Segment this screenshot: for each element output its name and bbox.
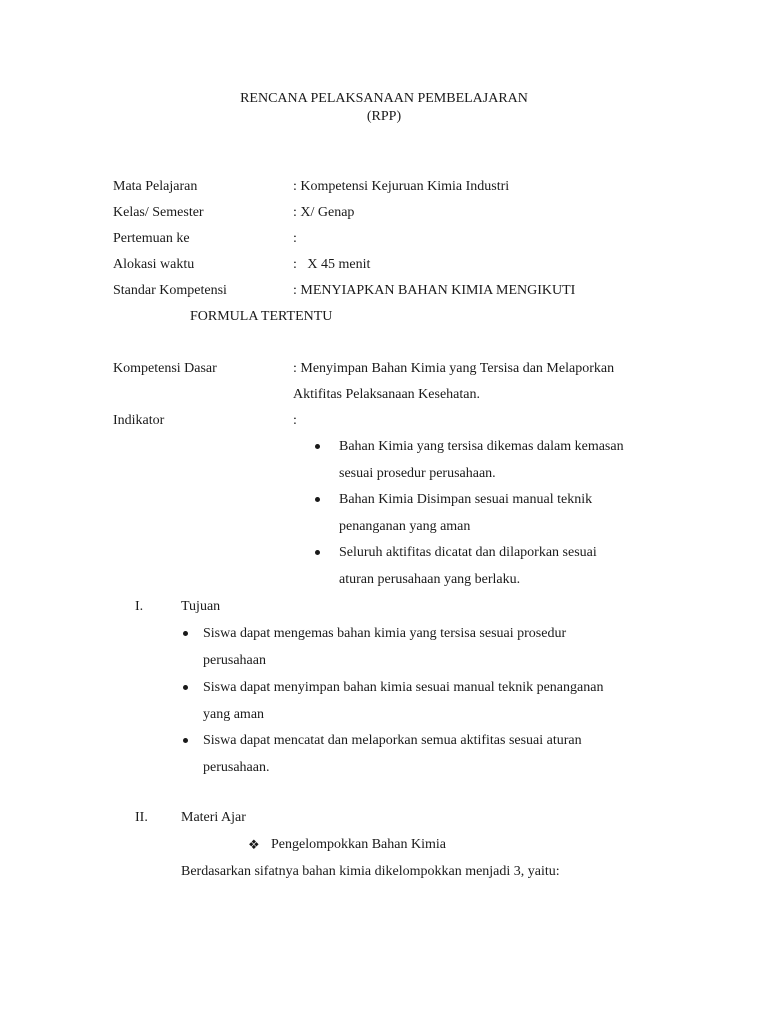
kd-label: Kompetensi Dasar bbox=[113, 361, 217, 376]
tujuan-item-1-line1: Siswa dapat mengemas bahan kimia yang tersisa sesuai prosedur bbox=[203, 626, 567, 641]
indikator-colon: : bbox=[293, 413, 297, 428]
section-numeral-1: I. bbox=[135, 599, 144, 614]
bullet-icon bbox=[183, 738, 188, 743]
indikator-item-3-line2: aturan perusahaan yang berlaku. bbox=[339, 572, 521, 587]
info-value-standar-cont: FORMULA TERTENTU bbox=[190, 309, 333, 324]
info-value-kelas: : X/ Genap bbox=[293, 205, 355, 220]
indikator-item-2-line2: penanganan yang aman bbox=[339, 519, 471, 534]
info-label-pertemuan: Pertemuan ke bbox=[113, 231, 190, 246]
indikator-item-1-line2: sesuai prosedur perusahaan. bbox=[339, 466, 496, 481]
tujuan-item-2-line2: yang aman bbox=[203, 707, 265, 722]
info-label-standar: Standar Kompetensi bbox=[113, 283, 227, 298]
document-subtitle: (RPP) bbox=[366, 109, 402, 124]
indikator-item-2-line1: Bahan Kimia Disimpan sesuai manual teknik bbox=[339, 492, 593, 507]
tujuan-item-2-line1: Siswa dapat menyimpan bahan kimia sesuai manual teknik penanganan bbox=[203, 680, 604, 695]
indikator-label: Indikator bbox=[113, 413, 165, 428]
document-title: RENCANA PELAKSANAAN PEMBELAJARAN bbox=[240, 91, 528, 106]
info-value-mata-pelajaran: : Kompetensi Kejuruan Kimia Industri bbox=[293, 179, 510, 194]
bullet-icon bbox=[183, 631, 188, 636]
info-value-standar: : MENYIAPKAN BAHAN KIMIA MENGIKUTI bbox=[293, 283, 576, 298]
diamond-bullet-icon: ❖ bbox=[248, 837, 260, 852]
tujuan-item-1-line2: perusahaan bbox=[203, 653, 266, 668]
materi-subheading: Pengelompokkan Bahan Kimia bbox=[271, 837, 446, 852]
kd-value-line1: : Menyimpan Bahan Kimia yang Tersisa dan Melaporkan bbox=[293, 361, 615, 376]
indikator-item-3-line1: Seluruh aktifitas dicatat dan dilaporkan sesuai bbox=[339, 545, 597, 560]
bullet-icon bbox=[315, 497, 320, 502]
tujuan-item-3-line2: perusahaan. bbox=[203, 760, 270, 775]
indikator-item-1-line1: Bahan Kimia yang tersisa dikemas dalam kemasan bbox=[339, 439, 624, 454]
info-value-pertemuan: : bbox=[293, 231, 297, 246]
section-numeral-2: II. bbox=[135, 810, 148, 825]
info-label-mata-pelajaran: Mata Pelajaran bbox=[113, 179, 198, 194]
materi-paragraph: Berdasarkan sifatnya bahan kimia dikelompokkan menjadi 3, yaitu: bbox=[181, 864, 560, 879]
section-heading-tujuan: Tujuan bbox=[181, 599, 221, 614]
bullet-icon bbox=[315, 444, 320, 449]
section-heading-materi: Materi Ajar bbox=[181, 810, 246, 825]
bullet-icon bbox=[315, 550, 320, 555]
info-label-kelas: Kelas/ Semester bbox=[113, 205, 204, 220]
bullet-icon bbox=[183, 685, 188, 690]
info-value-alokasi: : X 45 menit bbox=[293, 257, 371, 272]
kd-value-line2: Aktifitas Pelaksanaan Kesehatan. bbox=[293, 387, 480, 402]
tujuan-item-3-line1: Siswa dapat mencatat dan melaporkan semua aktifitas sesuai aturan bbox=[203, 733, 582, 748]
info-label-alokasi: Alokasi waktu bbox=[113, 257, 195, 272]
